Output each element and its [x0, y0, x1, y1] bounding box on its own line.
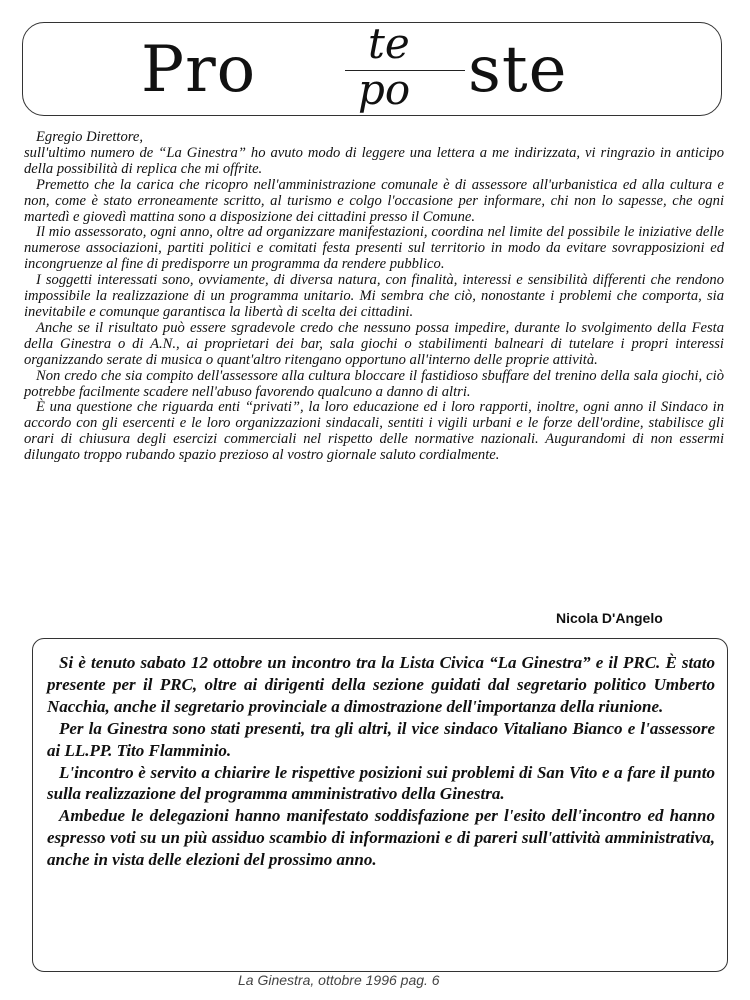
news-paragraph: Si è tenuto sabato 12 ottobre un incontro tra la Lista Civica “La Ginestra” e il PRC. È stato presente per il PRC, oltre ai dirigenti della sezione guidati dal segretario politico Umberto Nacchia, anche il segretario provinciale a dimostrazione dell'importanza della riunione. [47, 653, 715, 716]
masthead-te: te [368, 19, 410, 68]
letter-body [24, 130, 724, 464]
news-paragraph: Per la Ginestra sono stati presenti, tra gli altri, il vice sindaco Vitaliano Bianco e l'assessore ai LL.PP. Tito Flamminio. [47, 718, 715, 760]
letter-paragraph: Anche se il risultato può essere sgradevole credo che nessuno possa impedire, durante lo svolgimento della Festa della Ginestra o di A.N., ai proprietari dei bar, sala giochi o stabilimenti balneari di tutelare i propri interessi organizzando serate di musica o quant'altro ritengano opportuno all'interno delle proprie attività. [24, 319, 724, 368]
letter-paragraph: sull'ultimo numero de “La Ginestra” ho avuto modo di leggere una lettera a me indirizzata, vi ringrazio in anticipo della possibilità di replica che mi offrite. [24, 144, 724, 177]
letter-paragraph: I soggetti interessati sono, ovviamente, di diversa natura, con finalità, interessi e sensibilità differenti che rendono impossibile la realizzazione di un programma unitario. Mi sembra che ciò, nonostante i problemi che comporta, sia inevitabile e comunque garantisca la libertà di scelta dei cittadini. [24, 272, 724, 320]
news-paragraph: Ambedue le delegazioni hanno manifestato soddisfazione per l'esito dell'incontro ed hanno espresso voti su un più assiduo scambio di informazioni e di pareri sull'attività amministrativa, anche in vista delle elezioni del prossimo anno. [47, 806, 715, 870]
news-box [32, 638, 728, 972]
letter-paragraph: Non credo che sia compito dell'assessore alla cultura bloccare il fastidioso sbuffare del trenino della sala giochi, ciò potrebbe facilmente scadere nell'abuso favorendo qualcuno a danno di altri. [24, 367, 724, 400]
letter-salutation: Egregio Direttore, [36, 129, 144, 145]
masthead-ste: ste [468, 33, 568, 107]
letter-paragraph: È una questione che riguarda enti “privati”, la loro educazione ed i loro rapporti, inoltre, ogni anno il Sindaco in accordo con gli esercenti e le loro organizzazioni sindacali, sentiti i vigili urbani e le forze dell'ordine, stabilisce gli orari di chiusura degli esercizi commerciali nel rispetto delle normative nazionali. Augurandomi di non essermi dilungato troppo rubando spazio prezioso al vostro giornale saluto cordialmente. [24, 399, 724, 464]
masthead [22, 19, 722, 116]
masthead-pro: Pro [141, 33, 257, 107]
letter-paragraph: Premetto che la carica che ricopro nell'amministrazione comunale è di assessore all'urbanistica ed alla cultura e non, come è stato erroneamente scritto, al turismo e colgo l'occasione per informare, chi non lo sapesse, che ogni martedì e giovedì mattina sono a disposizione dei cittadini presso il Comune. [24, 176, 724, 225]
letter-paragraph: Il mio assessorato, ogni anno, oltre ad organizzare manifestazioni, coordina nel limite del possibile le iniziative delle numerose associazioni, partiti politici e comitati festa presenti sul territorio in modo da evitare sovrapposizioni ed incongruenze al fine di predisporre un programma da rendere pubblico. [24, 224, 724, 273]
masthead-po: po [358, 65, 411, 114]
letter-signature: Nicola D'Angelo [556, 610, 663, 626]
news-paragraph: L'incontro è servito a chiarire le rispettive posizioni sui problemi di San Vito e a fare il punto sulla realizzazione del programma amministrativo della Ginestra. [47, 762, 715, 804]
page-footer: La Ginestra, ottobre 1996 pag. 6 [238, 972, 440, 988]
